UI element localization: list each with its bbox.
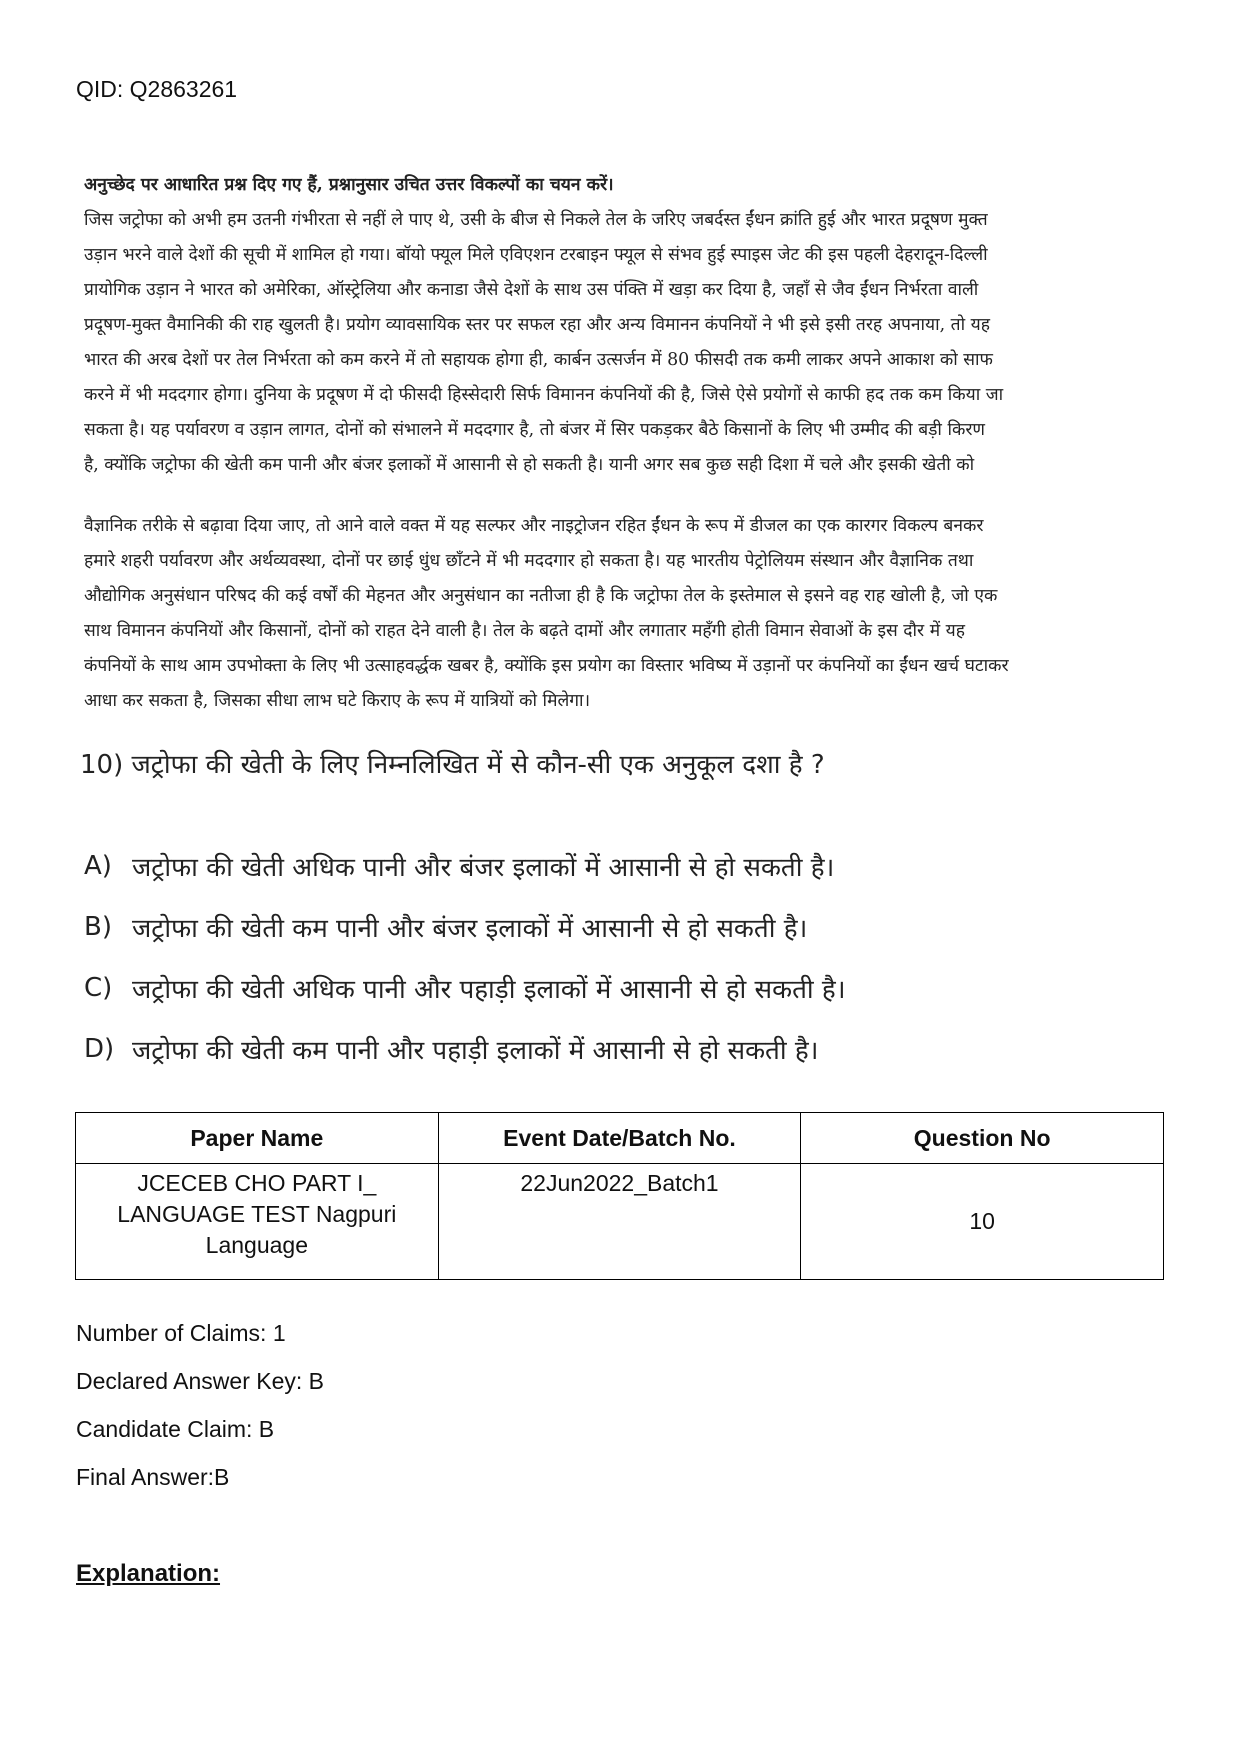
paper-name-line: Language [205,1232,308,1258]
table-header-cell: Question No [801,1113,1164,1164]
passage-line: कंपनियों के साथ आम उपभोक्ता के लिए भी उत्साहवर्द्धक खबर है, क्योंकि इस प्रयोग का विस्तार भविष्य में उड़ानों पर कंपनियों का ईंधन खर्च घटाकर [84,656,1009,676]
option-c [84,957,846,1018]
passage-heading: अनुच्छेद पर आधारित प्रश्न दिए गए हैं, प्रश्नानुसार उचित उत्तर विकल्पों का चयन करें। [84,175,614,195]
table-header-cell: Event Date/Batch No. [438,1113,801,1164]
passage-line: प्रायोगिक उड़ान ने भारत को अमेरिका, ऑस्ट्रेलिया और कनाडा जैसे देशों के साथ उस पंक्ति में खड़ा कर दिया है, जहाँ से जैव ईंधन निर्भरता वाली [84,280,979,300]
passage-line: औद्योगिक अनुसंधान परिषद की कई वर्षों की मेहनत और अनुसंधान का नतीजा ही है कि जट्रोफा तेल के इस्तेमाल से इसने वह राह खोली है, जो एक [84,586,998,606]
passage-line: आधा कर सकता है, जिसका सीधा लाभ घटे किराए के रूप में यात्रियों को मिलेगा। [84,691,591,711]
passage-line: उड़ान भरने वाले देशों की सूची में शामिल हो गया। बॉयो फ्यूल मिले एविएशन टरबाइन फ्यूल से संभव हुई स्पाइस जेट की इस पहली देहरादून-दिल्ली [84,245,988,265]
passage-line: करने में भी मददगार होगा। दुनिया के प्रदूषण में दो फीसदी हिस्सेदारी सिर्फ विमानन कंपनियों की है, जिसे ऐसे प्रयोगों से काफी हद तक कम किया जा [84,385,1004,405]
passage-paragraph-2 [84,509,1158,719]
answer-options [84,835,846,1079]
question-id: QID: Q2863261 [76,76,238,102]
passage-line: वैज्ञानिक तरीके से बढ़ावा दिया जाए, तो आने वाले वक्त में यह सल्फर और नाइट्रोजन रहित ईंधन के रूप में डीजल का एक कारगर विकल्प बनकर [84,516,984,536]
passage-line: प्रदूषण-मुक्त वैमानिकी की राह खुलती है। प्रयोग व्यावसायिक स्तर पर सफल रहा और अन्य विमानन कंपनियों ने भी इसे इसी तरह अपनाया, तो यह [84,315,990,335]
explanation-heading: Explanation: [76,1560,221,1587]
passage-paragraph-1 [84,168,1158,483]
passage-line: साथ विमानन कंपनियों और किसानों, दोनों को राहत देने वाली है। तेल के बढ़ते दामों और लगातार महँगी होती विमान सेवाओं के इस दौर में यह [84,621,965,641]
passage-line: सकता है। यह पर्यावरण व उड़ान लागत, दोनों को संभालने में मददगार है, तो बंजर में सिर पकड़कर बैठे किसानों के लिए भी उम्मीद की बड़ी किरण [84,420,986,440]
paper-name-line: LANGUAGE TEST Nagpuri [117,1201,397,1227]
passage-line: है, क्योंकि जट्रोफा की खेती कम पानी और बंजर इलाकों में आसानी से हो सकती है। यानी अगर सब कुछ सही दिशा में चले और इसकी खेती को [84,455,975,475]
table-row [76,1164,1164,1280]
option-b [84,896,846,957]
option-text: जट्रोफा की खेती अधिक पानी और पहाड़ी इलाकों में आसानी से हो सकती है। [132,974,846,1005]
option-letter: C) [84,972,113,1003]
passage-line: जिस जट्रोफा को अभी हम उतनी गंभीरता से नहीं ले पाए थे, उसी के बीज से निकले तेल के जरिए जबर्दस्त ईंधन क्रांति हुई और भारत प्रदूषण मुक्त [84,210,988,230]
table-header-row [76,1113,1164,1164]
option-letter: B) [84,911,112,942]
claim-details [76,1318,324,1510]
question-text: 10) जट्रोफा की खेती के लिए निम्नलिखित में से कौन-सी एक अनुकूल दशा है ? [80,750,825,780]
option-text: जट्रोफा की खेती अधिक पानी और बंजर इलाकों में आसानी से हो सकती है। [132,852,835,883]
option-letter: D) [84,1033,115,1064]
candidate-claim: Candidate Claim: B [76,1416,275,1442]
passage-line: हमारे शहरी पर्यावरण और अर्थव्यवस्था, दोनों पर छाई धुंध छाँटने में भी मददगार हो सकता है। यह भारतीय पेट्रोलियम संस्थान और वैज्ञानिक तथा [84,551,974,571]
passage-line: भारत की अरब देशों पर तेल निर्भरता को कम करने में तो सहायक होगा ही, कार्बन उत्सर्जन में 80 फीसदी तक कमी लाकर अपने आकाश को साफ [84,350,993,370]
paper-info-table [75,1112,1164,1280]
event-date-cell: 22Jun2022_Batch1 [438,1164,801,1280]
question-no-cell: 10 [801,1164,1164,1280]
option-d [84,1018,846,1079]
paper-name-line: JCECEB CHO PART I_ [137,1170,377,1196]
option-text: जट्रोफा की खेती कम पानी और बंजर इलाकों में आसानी से हो सकती है। [132,913,808,944]
number-of-claims: Number of Claims: 1 [76,1320,286,1346]
declared-answer-key: Declared Answer Key: B [76,1368,325,1394]
final-answer: Final Answer:B [76,1464,230,1490]
option-letter: A) [84,850,112,881]
paper-name-cell [76,1164,439,1280]
option-a [84,835,846,896]
table-header-cell: Paper Name [76,1113,439,1164]
option-text: जट्रोफा की खेती कम पानी और पहाड़ी इलाकों में आसानी से हो सकती है। [132,1035,819,1066]
